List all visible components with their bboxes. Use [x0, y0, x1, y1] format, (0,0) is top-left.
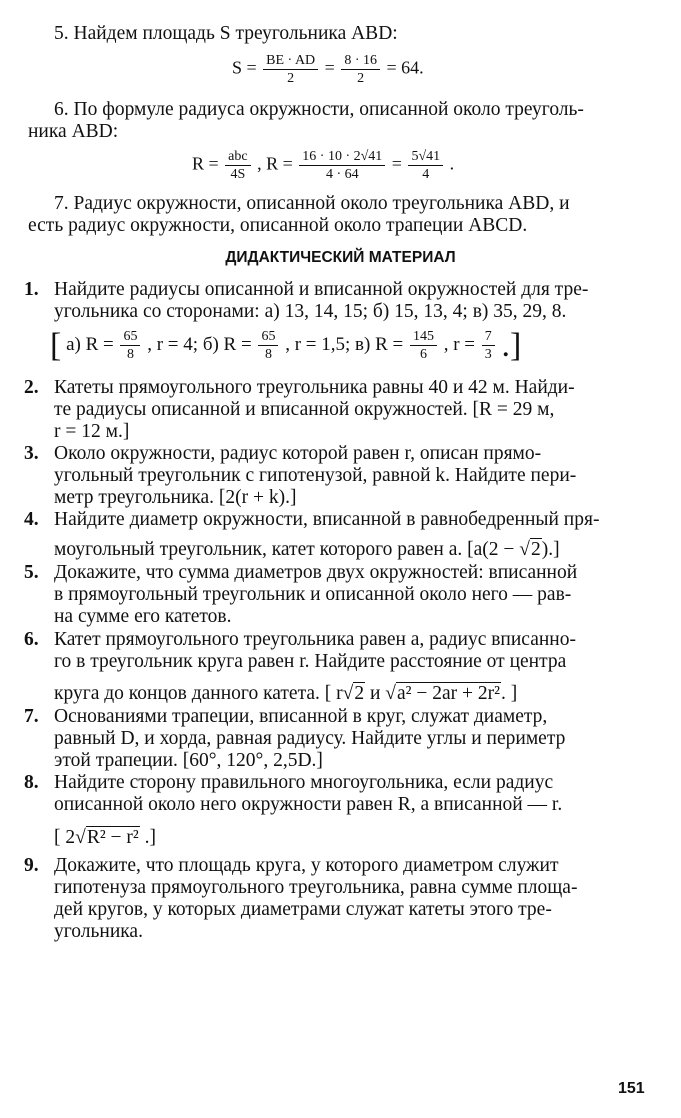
exercise-9-line-2: гипотенуза прямоугольного треугольника, равна сумме площа- — [54, 877, 578, 898]
exercise-9-line-4: угольника. — [54, 921, 143, 942]
section-heading: ДИДАКТИЧЕСКИЙ МАТЕРИАЛ — [225, 249, 456, 266]
radius-fraction-3: $\frac{5√41}{4}$ — [408, 148, 443, 183]
exercise-6-number: 6. — [24, 629, 39, 650]
step-5-text: 5. Найдем площадь S треугольника ABD: — [54, 23, 398, 44]
exercise-8-line-1: Найдите сторону правильного многоугольника, если радиус — [54, 772, 554, 793]
exercise-6-line-3: круга до концов данного катета. [ r√2 и √a² − 2ar + 2r². ] — [54, 683, 518, 704]
area-lhs: S = — [232, 57, 257, 78]
exercise-6-line-2: го в треугольник круга равен r. Найдите расстояние от центра — [54, 651, 567, 672]
exercise-9-line-3: дей кругов, у которых диаметрами служат катеты этого тре- — [54, 899, 552, 920]
exercise-4-line-2: моугольный треугольник, катет которого равен a. [a(2 − √2).] — [54, 539, 560, 560]
exercise-3-line-2: угольный треугольник с гипотенузой, равной k. Найдите пери- — [54, 465, 577, 486]
exercise-2-line-2: те радиусы описанной и вписанной окружностей. [R = 29 м, — [54, 399, 555, 420]
step-7-line-2: есть радиус окружности, описанной около трапеции ABCD. — [28, 215, 528, 236]
exercise-1-line-2: угольника со сторонами: а) 13, 14, 15; б) 15, 13, 4; в) 35, 29, 8. — [54, 301, 567, 322]
exercise-3-line-3: метр треугольника. [2(r + k).] — [54, 487, 297, 508]
exercise-8-number: 8. — [24, 772, 39, 793]
exercise-4-line-1: Найдите диаметр окружности, вписанной в равнобедренный пря- — [54, 509, 600, 530]
exercise-9-number: 9. — [24, 855, 39, 876]
step-6-line-2: ника ABD: — [28, 121, 119, 142]
area-formula: S = $\frac{BE \cdot AD}{2}$ = $\frac{8 \cdot 16}{2}$ = 64. — [232, 53, 424, 86]
exercise-6-line-1: Катет прямоугольного треугольника равен a, радиус вписанно- — [54, 629, 576, 650]
exercise-9-line-1: Докажите, что площадь круга, у которого диаметром служит — [54, 855, 559, 876]
exercise-5-line-1: Докажите, что сумма диаметров двух окружностей: вписанной — [54, 562, 578, 583]
exercise-7-number: 7. — [24, 706, 39, 727]
exercise-5-number: 5. — [24, 562, 39, 583]
exercise-7-line-2: равный D, и хорда, равная радиусу. Найдите углы и периметр — [54, 728, 566, 749]
exercise-5-line-3: на сумме его катетов. — [54, 606, 232, 627]
area-result: = 64. — [386, 57, 424, 78]
step-7-line-1: 7. Радиус окружности, описанной около треугольника ABD, и — [54, 193, 570, 214]
exercise-2-line-1: Катеты прямоугольного треугольника равны 40 и 42 м. Найди- — [54, 377, 575, 398]
exercise-3-line-1: Около окружности, радиус которой равен r, описан прямо- — [54, 443, 542, 464]
exercise-1-line-1: Найдите радиусы описанной и вписанной окружностей для тре- — [54, 279, 589, 300]
exercise-8-line-2: описанной около него окружности равен R, а вписанной — r. — [54, 794, 563, 815]
exercise-5-line-2: в прямоугольный треугольник и описанной около него — рав- — [54, 584, 572, 605]
step-6-line-1: 6. По формуле радиуса окружности, описанной около треуголь- — [54, 99, 584, 120]
exercise-2-line-3: r = 12 м.] — [54, 421, 130, 442]
exercise-4-number: 4. — [24, 509, 39, 530]
radius-fraction-2: $\frac{16 \cdot 10 \cdot 2√41}{4 \cdot 64}$ — [299, 148, 385, 183]
radius-formula: R = $\frac{\text{abc}}{4S}$ , R = $\frac{16 \cdot 10 \cdot 2√41}{4 \cdot 64}$ = $\frac{5√41}{4}$ . — [192, 149, 455, 182]
radius-fraction-1: $\frac{\text{abc}}{4S}$ — [225, 148, 250, 183]
exercise-3-number: 3. — [24, 443, 39, 464]
exercise-1-number: 1. — [24, 279, 39, 300]
exercise-2-number: 2. — [24, 377, 39, 398]
area-fraction-2: $\frac{8 \cdot 16}{2}$ — [341, 52, 380, 87]
area-fraction-1: $\frac{BE \cdot AD}{2}$ — [263, 52, 318, 87]
exercise-7-line-1: Основаниями трапеции, вписанной в круг, служат диаметр, — [54, 706, 548, 727]
exercise-8-line-3: [ 2√R² − r² .] — [54, 827, 157, 848]
exercise-1-answer: [ а) R = $\frac{65}{8}$ , r = 4; б) R = $\frac{65}{8}$ , r = 1,5; в) R = $\frac{145}{6}$ , r = $\frac{7}{3}$ .] — [50, 326, 522, 364]
page-number: 151 — [618, 1080, 645, 1097]
exercise-7-line-3: этой трапеции. [60°, 120°, 2,5D.] — [54, 750, 323, 771]
